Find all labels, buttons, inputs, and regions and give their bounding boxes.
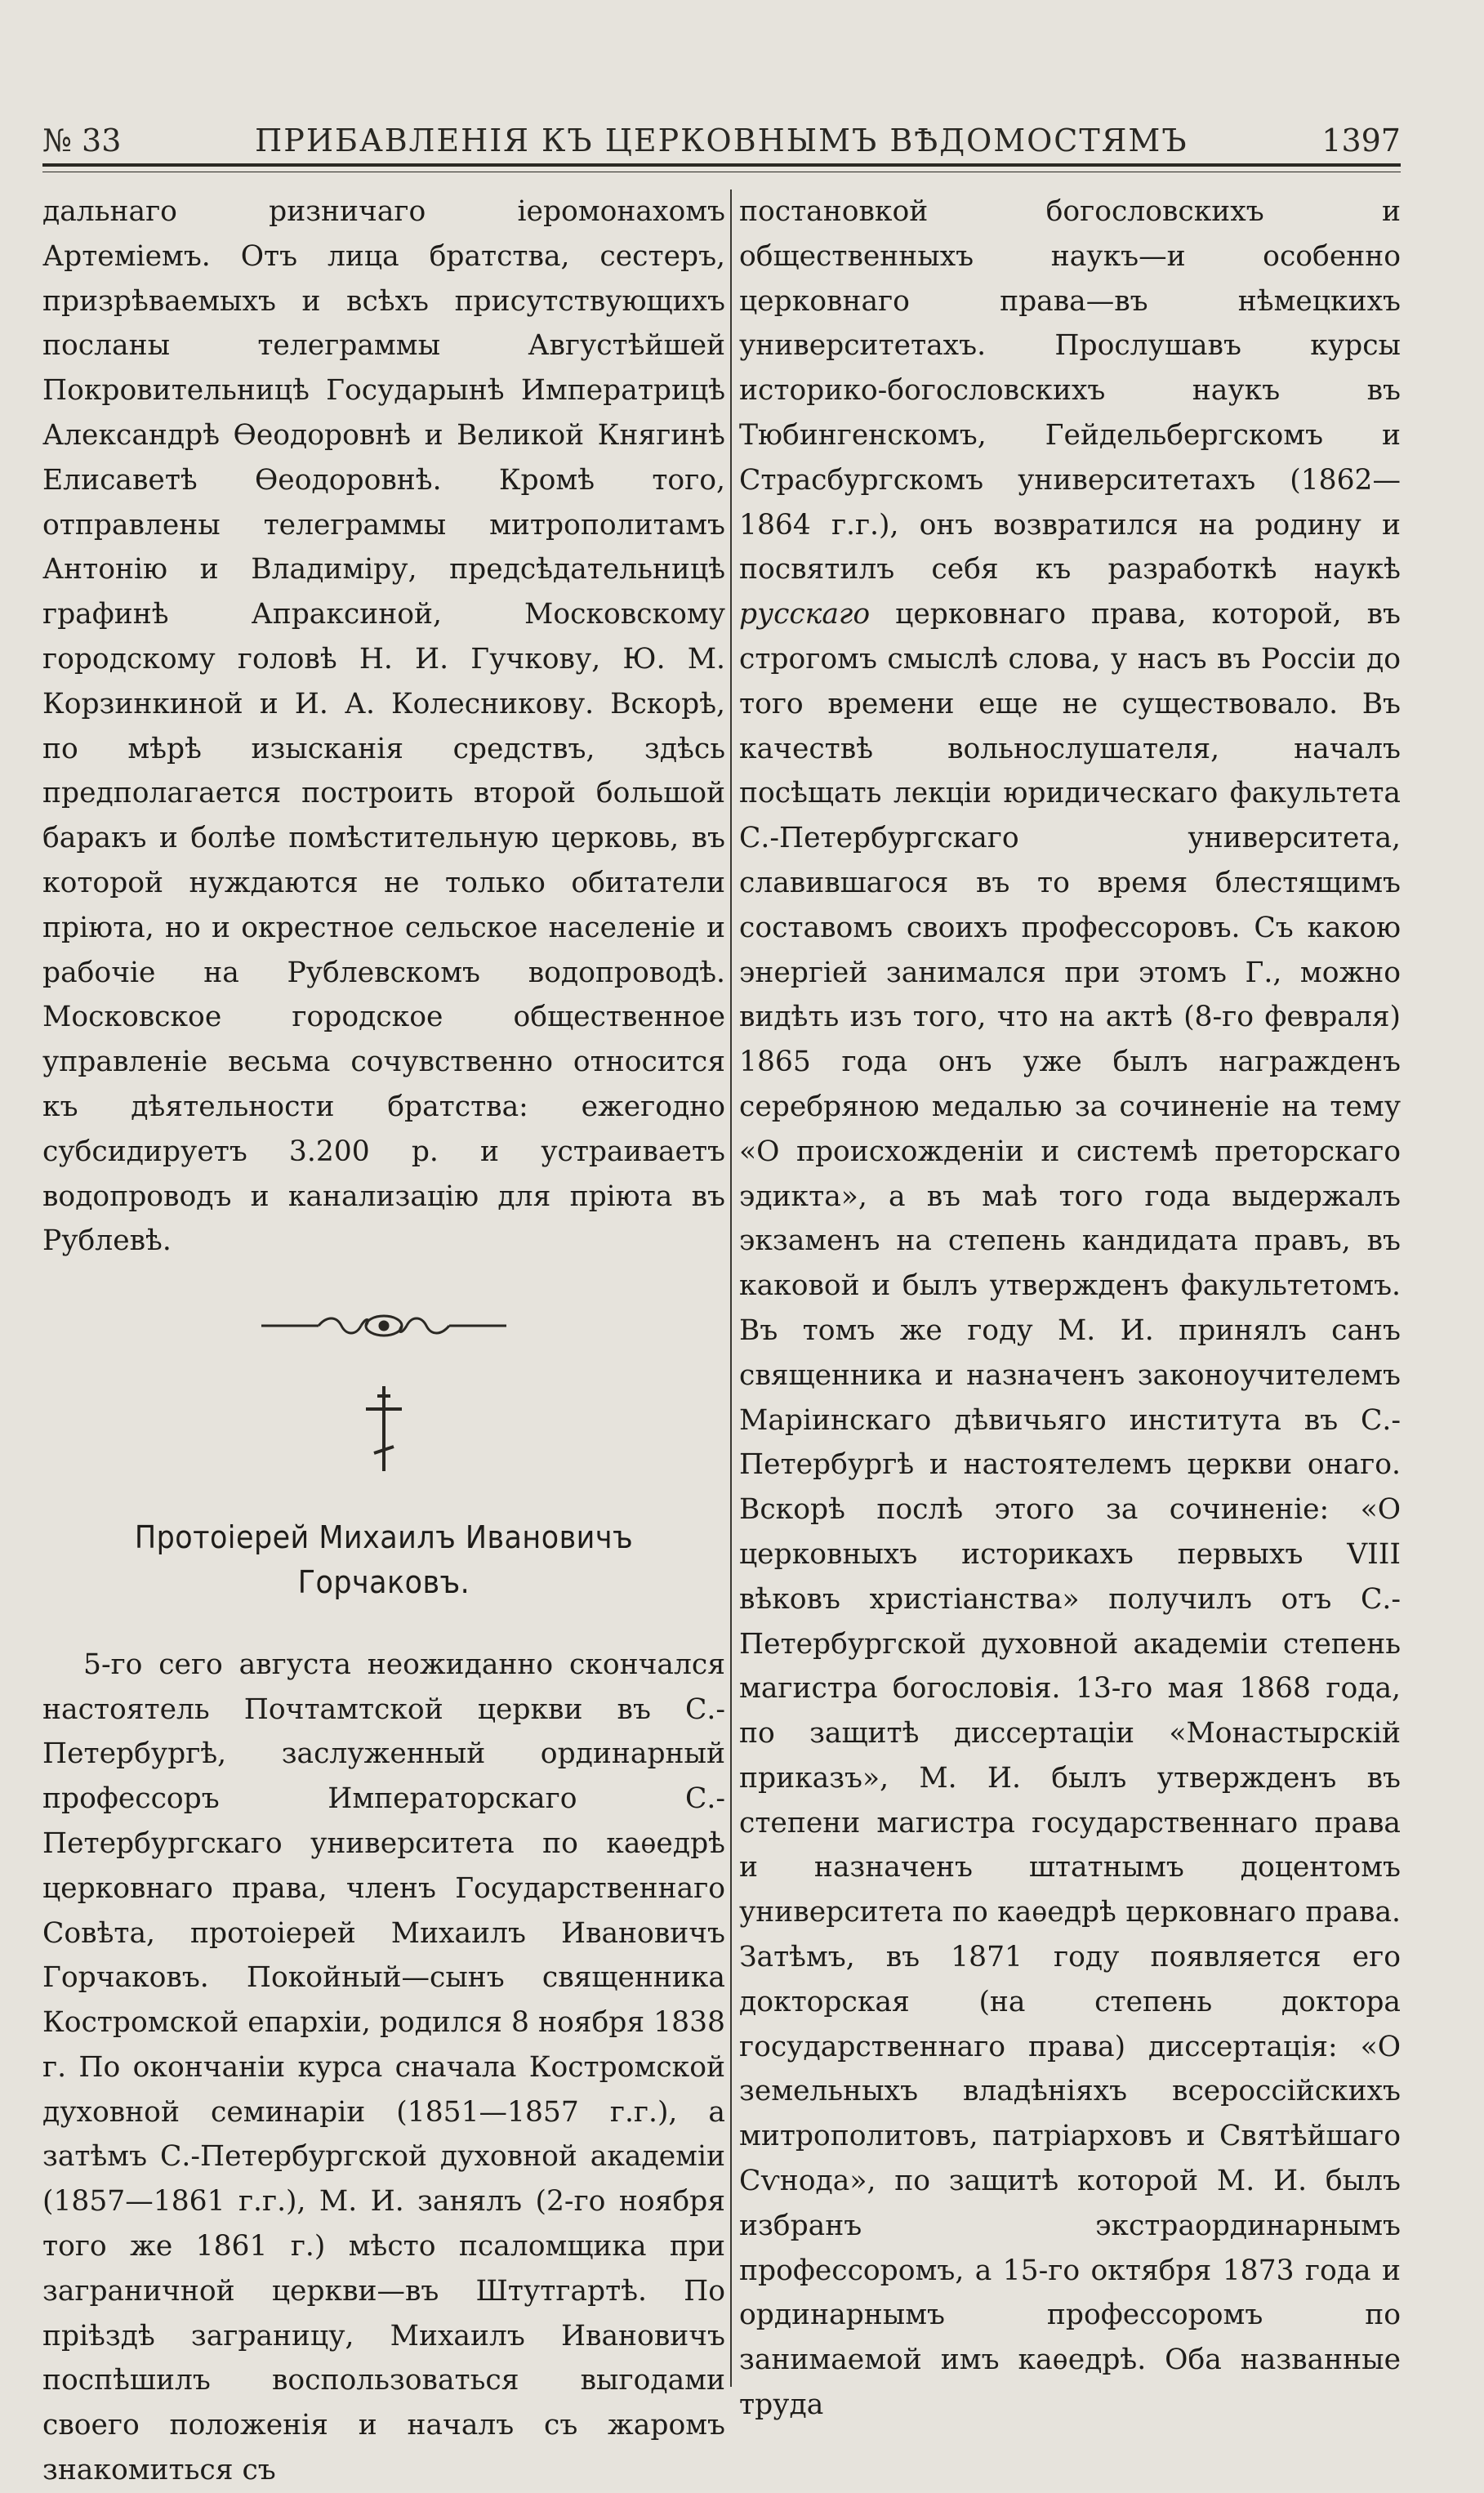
- column-divider: [730, 190, 732, 2387]
- journal-title: ПРИБАВЛЕНІЯ КЪ ЦЕРКОВНЫМЪ ВѢДОМОСТЯМЪ: [255, 123, 1188, 158]
- right-text-part-1: постановкой богословскихъ и общественныхъ наукъ—и особенно церковнаго права—въ нѣмецкихъ университетахъ. Прослушавъ курсы историко-богословскихъ наукъ въ Тюбингенскомъ, Гейдельбергскомъ и Страсбургскомъ университетахъ (1862—1864 г.г.), онъ возвратился на родину и посвятилъ себя къ разработкѣ наукѣ: [739, 195, 1401, 586]
- right-paragraph: [739, 190, 1401, 2428]
- left-column: [42, 190, 725, 2493]
- obituary-heading: Протоіерей Михаилъ Ивановичъ Горчаковъ.: [134, 1519, 634, 1600]
- page-number: 1397: [1321, 123, 1401, 158]
- obituary-paragraph: 5-го сего августа неожиданно скончался настоятель Почтамтской церкви въ С.-Петербургѣ, заслуженный ординарный профессоръ Императорскаго С.-Петербургскаго университета по каѳедрѣ церковнаго права, членъ Государственнаго Совѣта, протоіерей Михаилъ Ивановичъ Горчаковъ. Покойный—сынъ священника Костромской епархіи, родился 8 ноября 1838 г. По окончаніи курса сначала Костромской духовной семинаріи (1851—1857 г.г.), а затѣмъ С.-Петербургской духовной академіи (1857—1861 г.г.), М. И. занялъ (2-го ноября того же 1861 г.) мѣсто псаломщика при заграничной церкви—въ Штутгартѣ. По пріѣздѣ заграницу, Михаилъ Ивановичъ поспѣшилъ воспользоваться выгодами своего положенія и началъ съ жаромъ знакомиться съ: [42, 1648, 725, 2487]
- right-text-italic: русскаго: [739, 598, 871, 631]
- running-header: [42, 114, 1401, 167]
- left-paragraph-continued: дальнаго ризничаго іеромонахомъ Артеміемъ. Отъ лица братства, сестеръ, призрѣваемыхъ и всѣхъ присутствующихъ посланы телеграммы Августѣйшей Покровительницѣ Государынѣ Императрицѣ Александрѣ Ѳеодоровнѣ и Великой Княгинѣ Елисаветѣ Ѳеодоровнѣ. Кромѣ того, отправлены телеграммы митрополитамъ Антонію и Владиміру, предсѣдательницѣ графинѣ Апраксиной, Московскому городскому головѣ Н. И. Гучкову, Ю. М. Корзинкиной и И. А. Колесникову. Вскорѣ, по мѣрѣ изысканія средствъ, здѣсь предполагается построить второй большой баракъ и болѣе помѣстительную церковь, въ которой нуждаются не только обитатели пріюта, но и окрестное сельское населеніе и рабочіе на Рублевскомъ водопроводѣ. Московское городское общественное управленіе весьма сочувственно относится къ дѣятельности братства: ежегодно субсидируетъ 3.200 р. и устраиваетъ водопроводъ и канализацію для пріюта въ Рублевѣ.: [42, 195, 725, 1258]
- orthodox-cross-icon: [42, 1385, 725, 1474]
- header-rule: [42, 163, 1401, 167]
- scroll-ornament-icon: [42, 1311, 725, 1340]
- right-text-part-2: церковнаго права, которой, въ строгомъ смыслѣ слова, у насъ въ Россіи до того времени еще не существовало. Въ качествѣ вольнослушателя, началъ посѣщать лекціи юридическаго факультета С.-Петербургскаго университета, славившагося въ то время блестящимъ составомъ своихъ профессоровъ. Съ какою энергіей занимался при этомъ Г., можно видѣть изъ того, что на актѣ (8-го февраля) 1865 года онъ уже былъ награжденъ серебряною медалью за сочиненіе на тему «О происхожденіи и системѣ преторскаго эдикта», а въ маѣ того года выдержалъ экзаменъ на степень кандидата правъ, въ каковой и былъ утвержденъ факультетомъ. Въ томъ же году М. И. принялъ санъ священника и назначенъ законоучителемъ Маріинскаго дѣвичьяго института въ С.-Петербургѣ и настоятелемъ церкви онаго. Вскорѣ послѣ этого за сочиненіе: «О церковныхъ историкахъ первыхъ VIII вѣковъ христіанства» получилъ отъ С.-Петербургской духовной академіи степень магистра богословія. 13-го мая 1868 года, по защитѣ диссертаціи «Монастырскій приказъ», М. И. былъ утвержденъ въ степени магистра государственнаго права и назначенъ штатнымъ доцентомъ университета по каѳедрѣ церковнаго права. Затѣмъ, въ 1871 году появляется его докторская (на степень доктора государственнаго права) диссертація: «О земельныхъ владѣніяхъ всероссійскихъ митрополитовъ, патріарховъ и Святѣйшаго Сѵнода», по защитѣ которой М. И. былъ избранъ экстраординарнымъ профессоромъ, а 15-го октября 1873 года и ординарнымъ профессоромъ по занимаемой имъ каѳедрѣ. Оба названные труда: [739, 598, 1401, 2422]
- issue-number: № 33: [42, 123, 122, 158]
- right-column: [739, 190, 1401, 2428]
